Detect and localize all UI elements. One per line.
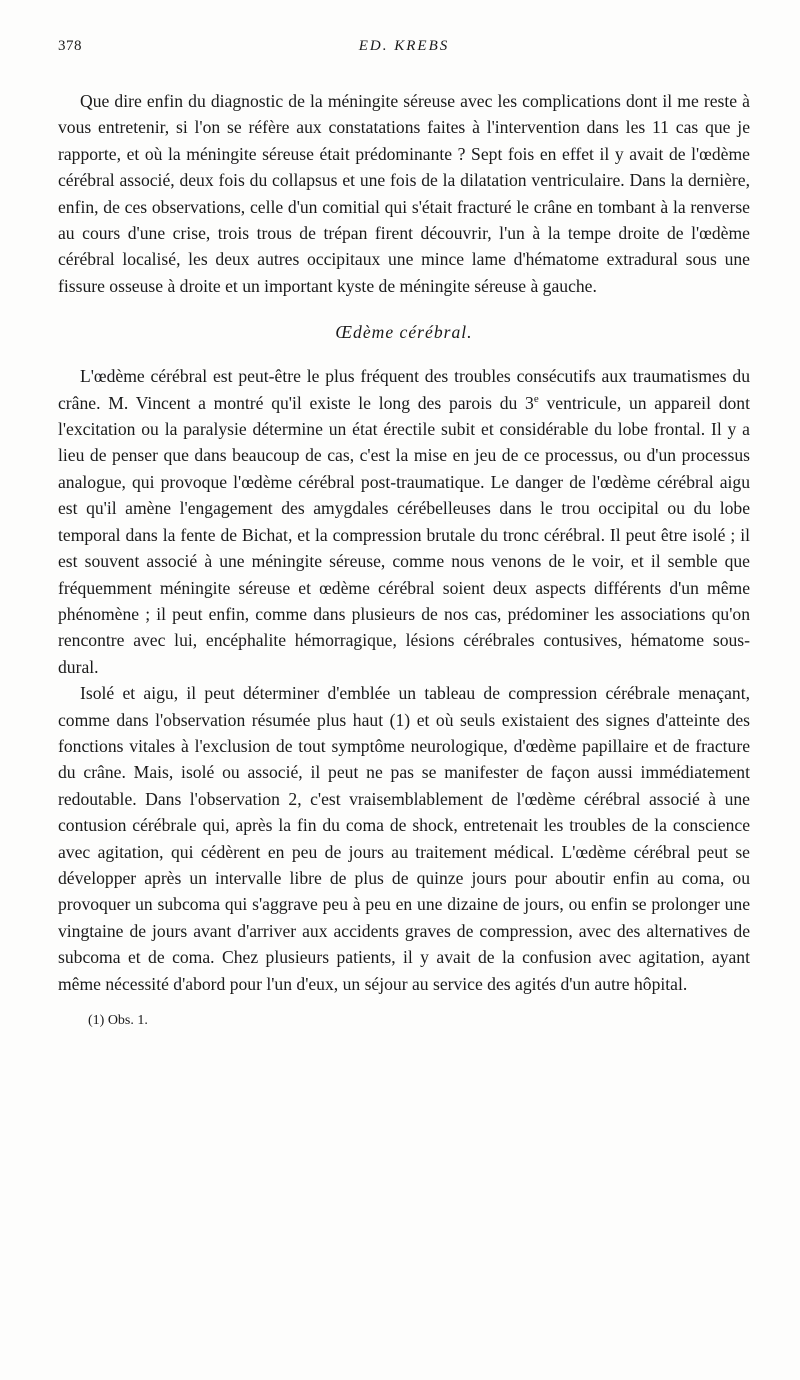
paragraph-text: ventricule, un appareil dont l'excitation ou la paralysie détermine un état érectile subit et considérable du lobe frontal. Il y a lieu de penser que dans beaucoup de cas, c'est la mise en jeu de ce processus, ou d'un processus analogue, qui provoque l'œdème cérébral post-traumatique. Le danger de l'œdème cérébral aigu est qu'il amène l'engagement des amygdales cérébelleuses dans le trou occipital ou du lobe temporal dans la fente de Bichat, et la compression brutale du tronc cérébral. Il peut être isolé ; il est souvent associé à une méningite séreuse, comme nous venons de le voir, et il semble que fréquemment méningite séreuse et œdème cérébral soient deux aspects différents d'un même phénomène ; il peut enfin, comme dans plusieurs de nos cas, prédominer les associations qu'on rencontre avec lui, encéphalite hémorragique, lésions cérébrales contusives, hématome sous-dural.: [58, 392, 750, 677]
footnote: (1) Obs. 1.: [88, 1013, 148, 1028]
paragraph-text: L'œdème cérébral est peut-être le plus fréquent des troubles consécutifs aux traumatismes du crâne. M. Vincent a montré qu'il existe le long des parois du 3: [58, 366, 750, 413]
running-head: ED. KREBS: [358, 38, 450, 54]
body-text: [58, 88, 750, 1031]
page-number: 378: [58, 38, 82, 54]
paragraph: Que dire enfin du diagnostic de la méningite séreuse avec les complications dont il me reste à vous entretenir, si l'on se réfère aux constatations faites à l'intervention dans les 11 cas que je rapporte, et où la méningite séreuse était prédominante ? Sept fois en effet il y avait de l'œdème cérébral associé, deux fois du collapsus et une fois de la dilatation ventriculaire. Dans la dernière, enfin, de ces observations, celle d'un comitial qui s'était fracturé le crâne en tombant à la renverse au cours d'une crise, trois trous de trépan firent découvrir, l'un à la tempe droite de l'œdème cérébral localisé, les deux autres occipitaux une mince lame d'hématome extradural sous une fissure osseuse à droite et un important kyste de méningite séreuse à gauche.: [58, 91, 750, 296]
superscript: e: [533, 392, 539, 405]
paragraph: Isolé et aigu, il peut déterminer d'emblée un tableau de compression cérébrale menaçant, comme dans l'observation résumée plus haut (1) et où seuls existaient des signes d'atteinte des fonctions vitales à l'exclusion de tout symptôme neurologique, d'œdème papillaire et de fracture du crâne. Mais, isolé ou associé, il peut ne pas se manifester de façon aussi immédiatement redoutable. Dans l'observation 2, c'est vraisemblablement de l'œdème cérébral associé à une contusion cérébrale qui, après la fin du coma de shock, entretenait les troubles de la conscience avec agitation, qui cédèrent en peu de jours au traitement médical. L'œdème cérébral peut se développer après un intervalle libre de plus de quinze jours pour aboutir enfin au coma, ou provoquer un subcoma qui s'aggrave peu à peu en une dizaine de jours, ou enfin se prolonger une vingtaine de jours avant d'arriver aux accidents graves de compression, avec des alternatives de subcoma et de coma. Chez plusieurs patients, il y avait de la confusion avec agitation, ayant même nécessité d'abord pour l'un d'eux, un séjour au service des agités d'un autre hôpital.: [58, 683, 750, 994]
section-title: Œdème cérébral.: [335, 322, 473, 343]
page-header: [58, 38, 750, 62]
paragraph: [58, 363, 750, 680]
